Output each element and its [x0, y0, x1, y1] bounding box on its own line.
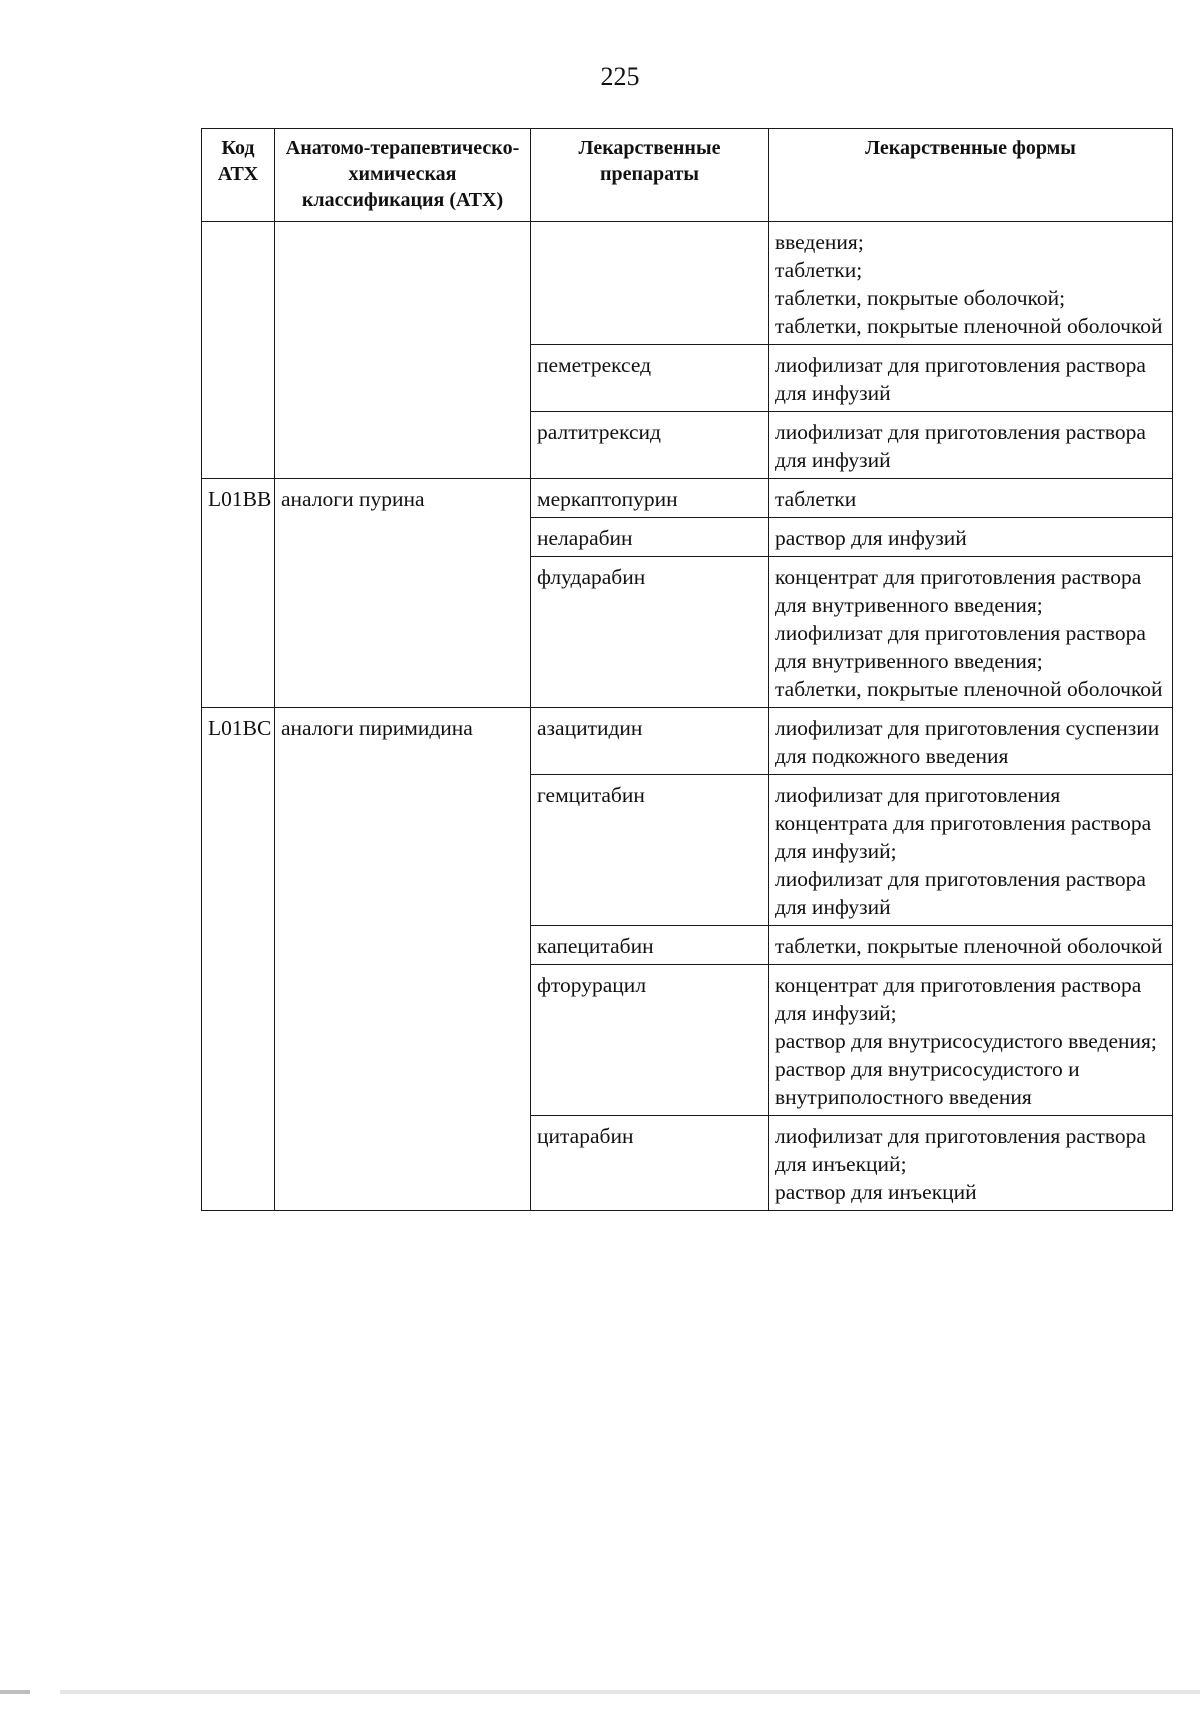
- page-number: 225: [600, 62, 640, 91]
- drug-cell: пеметрексед: [531, 345, 769, 412]
- drug-cell: флударабин: [531, 557, 769, 708]
- form-line: таблетки: [775, 487, 857, 511]
- forms-cell: [769, 708, 1173, 775]
- form-line: таблетки, покрытые пленочной оболочкой: [775, 677, 1163, 701]
- form-line: таблетки, покрытые пленочной оболочкой: [775, 314, 1163, 338]
- form-line: лиофилизат для приготовления раствора для внутривенного введения;: [775, 621, 1146, 673]
- forms-cell: [769, 926, 1173, 965]
- drug-cell: меркаптопурин: [531, 479, 769, 518]
- forms-cell: [769, 222, 1173, 345]
- form-line: таблетки, покрытые пленочной оболочкой: [775, 934, 1163, 958]
- form-line: раствор для инфузий: [775, 526, 967, 550]
- form-line: раствор для инъекций: [775, 1180, 977, 1204]
- form-line: лиофилизат для приготовления раствора для инфузий: [775, 353, 1146, 405]
- forms-cell: [769, 518, 1173, 557]
- form-line: таблетки, покрытые оболочкой;: [775, 286, 1066, 310]
- table-header-row: [202, 129, 1173, 222]
- form-line: введения;: [775, 230, 864, 254]
- drug-cell: цитарабин: [531, 1116, 769, 1211]
- drug-cell: азацитидин: [531, 708, 769, 775]
- header-classification: Анатомо-терапевтическо-химическая классификация (АТХ): [275, 129, 531, 222]
- code-cell: L01BC: [202, 708, 275, 1211]
- header-drugs: Лекарственные препараты: [531, 129, 769, 222]
- drug-cell: неларабин: [531, 518, 769, 557]
- table-row: [202, 708, 1173, 775]
- form-line: лиофилизат для приготовления концентрата для приготовления раствора для инфузий;: [775, 783, 1152, 863]
- form-line: концентрат для приготовления раствора для инфузий;: [775, 973, 1142, 1025]
- drug-cell-empty: [531, 222, 769, 345]
- drug-cell: фторурацил: [531, 965, 769, 1116]
- form-line: лиофилизат для приготовления раствора для инфузий: [775, 420, 1146, 472]
- header-code: Код АТХ: [202, 129, 275, 222]
- form-line: лиофилизат для приготовления суспензии для подкожного введения: [775, 716, 1160, 768]
- drug-cell: капецитабин: [531, 926, 769, 965]
- form-line: лиофилизат для приготовления раствора для инъекций;: [775, 1124, 1146, 1176]
- table-row: [202, 222, 1173, 345]
- table-row: [202, 479, 1173, 518]
- forms-cell: [769, 1116, 1173, 1211]
- forms-cell: [769, 557, 1173, 708]
- forms-cell: [769, 412, 1173, 479]
- classification-cell: аналоги пурина: [275, 479, 531, 708]
- form-line: раствор для внутрисосудистого и внутриполостного введения: [775, 1057, 1080, 1109]
- form-line: концентрат для приготовления раствора для внутривенного введения;: [775, 565, 1142, 617]
- form-line: раствор для внутрисосудистого введения;: [775, 1029, 1157, 1053]
- form-line: лиофилизат для приготовления раствора для инфузий: [775, 867, 1146, 919]
- drug-cell: ралтитрексид: [531, 412, 769, 479]
- atx-table: [201, 128, 1173, 1211]
- classification-cell-empty: [275, 222, 531, 479]
- forms-cell: [769, 345, 1173, 412]
- drug-cell: гемцитабин: [531, 775, 769, 926]
- code-cell-empty: [202, 222, 275, 479]
- scan-edge-artifact: [0, 1690, 1200, 1694]
- code-cell: L01BB: [202, 479, 275, 708]
- forms-cell: [769, 479, 1173, 518]
- header-forms: Лекарственные формы: [769, 129, 1173, 222]
- classification-cell: аналоги пиримидина: [275, 708, 531, 1211]
- forms-cell: [769, 965, 1173, 1116]
- forms-cell: [769, 775, 1173, 926]
- form-line: таблетки;: [775, 258, 863, 282]
